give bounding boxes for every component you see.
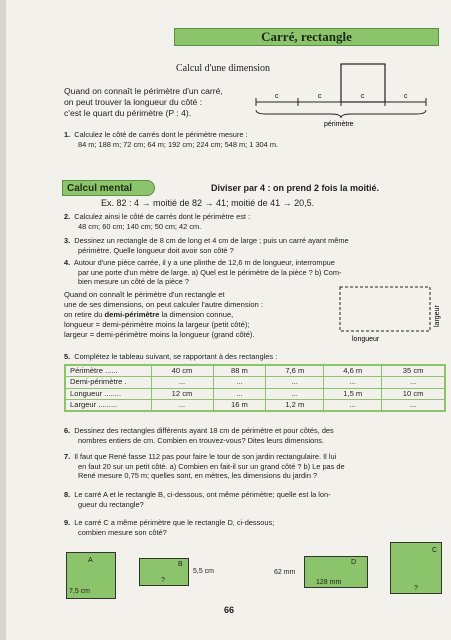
rule-text: on retire du [64,310,105,320]
intro-line: Quand on connaît le périmètre d'un carré, [64,86,223,96]
table-row [65,400,445,412]
table-row-header: Longueur ........ [65,388,151,400]
rule-keyword: demi-périmètre [104,310,160,320]
rectangle-dimension-diagram [336,283,448,345]
square-a-label: A [88,557,93,564]
table-row-header: Demi-périmètre . [65,377,151,389]
exercise-text: bien mesure un côté de la pièce ? [78,277,189,287]
chapter-title-bar [174,28,439,46]
table-cell: 10 cm [382,388,445,400]
table-cell: 12 cm [151,388,213,400]
exercise-text: Le carré A et le rectangle B, ci-dessous, ont même périmètre; quelle est la lon- [74,490,331,499]
exercise-number: 9. [64,518,71,527]
exercise-text: Il faut que René fasse 112 pas pour faire le tour de son jardin rectangulaire. Il lui [74,452,337,461]
rectangle-d-label: D [351,559,357,566]
rectangle-b-unknown: ? [161,577,165,584]
rule-line: une de ses dimensions, on peut calculer l'autre dimension : [64,300,264,310]
intro-line: on peut trouver la longueur du côté : [64,97,203,107]
table-cell: 16 m [213,400,266,412]
exercise-text: Dessinez un rectangle de 8 cm de long et 4 cm de large ; puis un carré ayant même [74,236,349,245]
table-cell: ... [213,388,266,400]
exercise-text: Dessinez des rectangles différents ayant 18 cm de périmètre et pour côtés, des [74,426,334,435]
exercise-9 [64,518,274,537]
exercise-4 [64,258,342,287]
exercise-text: périmètre. Quelle longueur doit avoir son côté ? [78,245,234,255]
mental-calc-tab [62,180,155,196]
exercise-text: gueur du rectangle? [78,499,144,509]
table-cell: ... [324,400,382,412]
length-label: longueur [352,336,380,343]
exercise-number: 5. [64,352,71,361]
rule-line: Quand on connaît le périmètre d'un rectangle et [64,290,225,299]
intro-text [64,86,223,119]
exercise-number: 3. [64,236,71,245]
exercise-1 [64,130,278,149]
intro-line: c'est le quart du périmètre (P : 4). [64,108,192,118]
exercise-text: nombres entiers de cm. Combien en trouvez-vous? Dites leurs dimensions. [78,435,325,445]
exercise-number: 1. [64,130,71,139]
table-cell: ... [266,377,324,389]
table-cell: 7,6 m [266,365,324,377]
exercise-text: Calculez ainsi le côté de carrés dont le périmètre est : [74,212,251,221]
exercise-number: 2. [64,212,71,221]
table-cell: ... [382,377,445,389]
rule-line: largeur = demi-périmètre moins la longueur (grand côté). [64,330,255,340]
rectangle-rule [64,290,263,340]
exercise-number: 7. [64,452,71,461]
side-label: c [404,93,408,100]
side-label: c [275,93,279,100]
dashed-rectangle [340,287,430,331]
rectangle-b-width: 5,5 cm [193,568,215,575]
exercise-6 [64,426,334,445]
rectangle-table [64,364,446,412]
exercise-text: combien mesure son côté? [78,527,167,537]
exercise-values: 48 cm; 60 cm; 140 cm; 50 cm; 42 cm. [78,221,202,231]
exercise-8 [64,490,331,509]
rule-text: la dimension connue, [159,310,234,320]
table-cell: 88 m [213,365,266,377]
side-label: c [361,93,365,100]
table-cell: ... [266,388,324,400]
table-row [65,365,445,377]
chapter-title: Carré, rectangle [261,28,352,44]
mental-calc-example: Ex. 82 : 4 → moitié de 82 → 41; moitié de 41 → 20,5. [101,198,315,208]
table-cell: 4,6 m [324,365,382,377]
width-label: largeur [434,305,441,327]
exercise-text: René mesure 0,75 m; quelles sont, en mètres, les dimensions du jardin ? [78,471,318,481]
exercise-text: Autour d'une pièce carrée, il y a une plinthe de 12,6 m de longueur, interrompue [73,258,335,267]
perimeter-label: périmètre [324,121,354,128]
rectangle-b-label: B [178,561,183,568]
exercise-number: 8. [64,490,71,499]
exercise-3 [64,236,349,255]
table-row-header: Largeur ......... [65,400,151,412]
table-cell: ... [213,377,266,389]
exercise-number: 6. [64,426,71,435]
exercise-values: 84 m; 188 m; 72 cm; 64 m; 192 cm; 224 cm; 548 m; 1 304 m. [78,139,279,149]
rule-line: longueur = demi-périmètre moins la largeur (petit côté); [64,320,250,330]
exercise-text: Complétez le tableau suivant, se rapportant à des rectangles : [74,352,278,361]
section-subtitle: Calcul d'une dimension [176,63,271,74]
exercise-number: 4. [64,258,71,267]
table-row [65,377,445,389]
table-cell: ... [324,377,382,389]
perimeter-brace [256,110,426,118]
table-row-header: Périmètre ...... [65,365,151,377]
table-cell: ... [151,400,213,412]
exercise-text: par une porte d'un mètre de large. a) Quel est le périmètre de la pièce ? b) Com- [78,267,342,277]
exercise-text: en faut 20 sur un petit côté. a) Combien en fait-il sur un grand côté ? b) Le pas de [78,461,345,471]
mental-calc-rule: Diviser par 4 : on prend 2 fois la moitié. [211,183,380,193]
table-cell: 40 cm [151,365,213,377]
side-label: c [318,93,322,100]
rectangle-d-length: 128 mm [316,579,342,586]
rectangle-d-height: 62 mm [274,569,296,576]
square-c-label: C [432,547,438,554]
table-cell: ... [382,400,445,412]
exercise-text: Le carré C a même périmètre que le rectangle D, ci-dessous; [74,518,275,527]
square-c-unknown: ? [414,585,418,592]
table-cell: 35 cm [382,365,445,377]
table-row [65,388,445,400]
rule-line [64,310,263,320]
table-cell: 1,5 m [324,388,382,400]
square-a-side: 7,5 cm [69,588,91,595]
mental-calc-label: Calcul mental [67,182,133,194]
square-perimeter-diagram [246,60,441,130]
page-number: 66 [224,605,235,615]
table-cell: ... [151,377,213,389]
exercise-text: Calculez le côté de carrés dont le périmètre mesure : [74,130,248,139]
table-cell: 1,2 m [266,400,324,412]
exercise-5 [64,352,277,362]
exercise-7 [64,452,345,481]
exercise-2 [64,212,250,231]
